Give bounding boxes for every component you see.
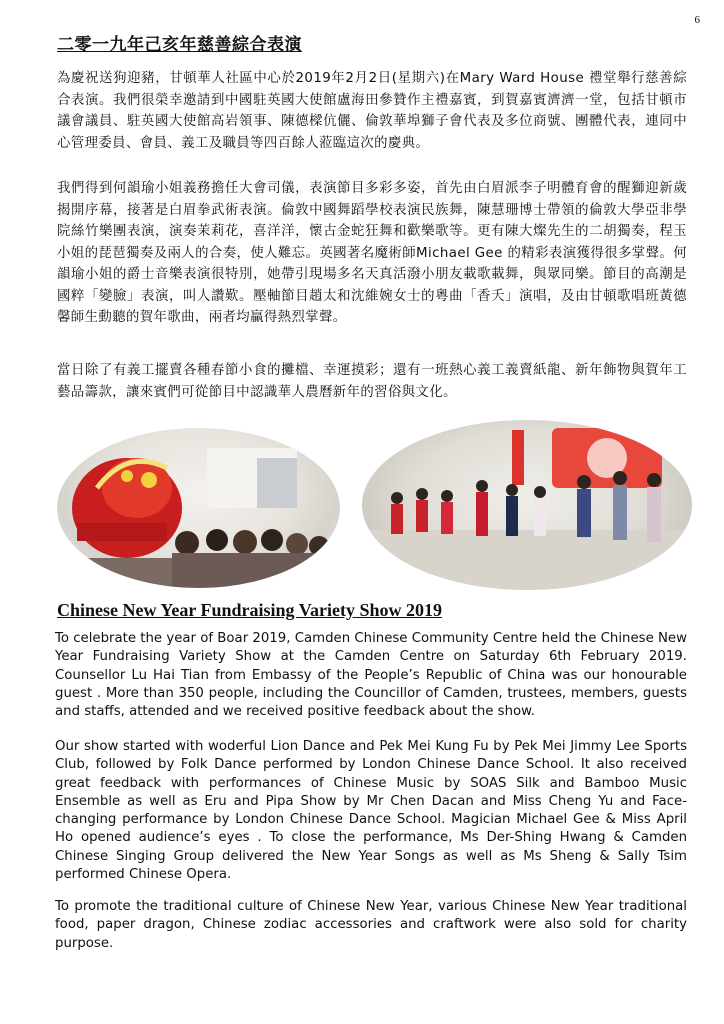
chinese-section-title: 二零一九年己亥年慈善綜合表演 [57, 35, 302, 55]
lion-dance-photo-image [57, 428, 340, 588]
chinese-paragraph: 當日除了有義工擺賣各種春節小食的攤檔、幸運摸彩；還有一班熱心義工義賣紙龍、新年飾物與賀年工藝品籌款，讓來賓們可從節目中認識華人農曆新年的習俗與文化。 [57, 363, 687, 400]
english-paragraph: To celebrate the year of Boar 2019, Camden Chinese Community Centre held the Chinese New Year Fundraising Variety Show at the Camden Centre on Saturday 6th February 2019. Counsellor Lu Hai Tian from Embassy of the People’s Republic of China was our honourable guest . More than 350 people, including the Councillor of Camden, trustees, members, guests and staffs, attended and we received positive feedback about the show. [55, 631, 687, 720]
english-paragraph: Our show started with woderful Lion Dance and Pek Mei Kung Fu by Pek Mei Jimmy Lee Sports Club, followed by Folk Dance performed by London Chinese Dance School. It also received great feedback with performances of Chinese Music by SOAS Silk and Bamboo Music Ensemble as well as Eru and Pipa Show by Mr Chen Dacan and Miss Cheng Yu and Face-changing performance by London Chinese Dance School. Magician Michael Gee & Miss April Ho opened audience’s eyes . To close the performance, Ms Der-Shing Hwang & Camden Chinese Singing Group delivered the New Year Songs as well as Ms Sheng & Sally Tsim performed Chinese Opera. [55, 739, 687, 883]
chinese-paragraph: 為慶祝送狗迎豬，甘頓華人社區中心於2019年2月2日(星期六)在Mary Ward House 禮堂舉行慈善綜合表演。我們很榮幸邀請到中國駐英國大使館盧海田參贊作主禮嘉賓，到賀嘉賓濟濟一堂，包括甘頓市議會議員、駐英國大使館高岩領事、陳德樑伉儷、倫敦華埠獅子會代表及多位商號、團體代表，連同中心管理委員、會員、義工及職員等四百餘人蒞臨這次的慶典。 [57, 71, 687, 151]
page-number: 6 [694, 14, 700, 26]
english-paragraph: To promote the traditional culture of Chinese New Year, various Chinese New Year traditional food, paper dragon, Chinese zodiac accessories and craftwork were also sold for charity purpose. [55, 899, 687, 951]
chinese-paragraph: 我們得到何韻瑜小姐義務擔任大會司儀，表演節目多彩多姿，首先由白眉派李子明體育會的醒獅迎新歲揭開序幕，接著是白眉拳武術表演。倫敦中國舞蹈學校表演民族舞，陳慧珊博士帶領的倫敦大學亞非學院絲竹樂團表演，演奏茉莉花，喜洋洋，懷古金蛇狂舞和歡樂歌等。更有陳大燦先生的二胡獨奏，程玉小姐的琵琶獨奏及兩人的合奏，使人難忘。英國著名魔術師Michael Gee 的精彩表演獲得很多掌聲。何韻瑜小姐的爵士音樂表演很特別，她帶引現場多名天真活潑小朋友載歌載舞，與眾同樂。節目的高潮是國粹「變臉」表演，叫人讚歎。壓軸節目趙太和沈維婉女士的粵曲「香夭」演唱，及由甘頓歌唱班黃德馨師生動聽的賀年歌曲，兩者均贏得熱烈掌聲。 [57, 181, 687, 325]
children-dance-photo-image [362, 420, 692, 590]
children-dance-photo [362, 420, 692, 590]
english-section-title: Chinese New Year Fundraising Variety Show 2019 [57, 600, 443, 620]
lion-dance-photo [57, 428, 340, 588]
